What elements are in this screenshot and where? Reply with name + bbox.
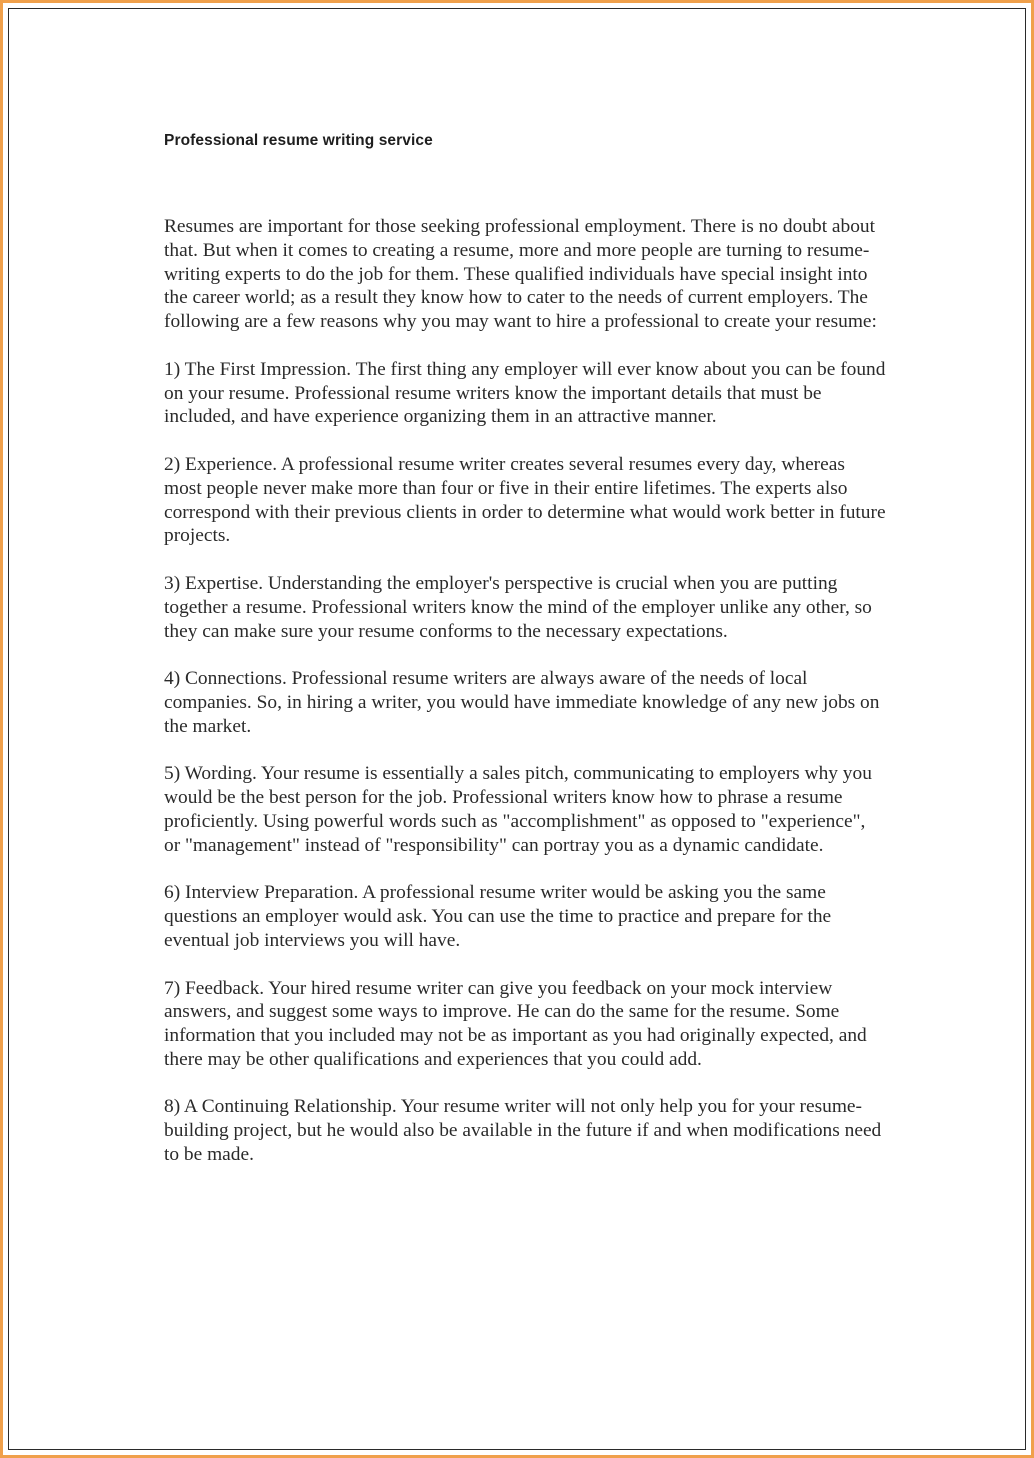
reason-paragraph-2: 2) Experience. A professional resume writer creates several resumes every day, whereas most people never make more than four or five in their entire lifetimes. The experts also correspond with their previous clients in order to determine what would work better in future projects. bbox=[164, 453, 886, 547]
document-body bbox=[164, 215, 886, 1191]
intro-paragraph: Resumes are important for those seeking professional employment. There is no doubt about that. But when it comes to creating a resume, more and more people are turning to resume-writing experts to do the job for them. These qualified individuals have special insight into the career world; as a result they know how to cater to the needs of current employers. The following are a few reasons why you may want to hire a professional to create your resume: bbox=[164, 216, 877, 333]
reason-paragraph-6: 6) Interview Preparation. A professional resume writer would be asking you the same questions an employer would ask. You can use the time to practice and prepare for the eventual job interviews you will have. bbox=[164, 882, 832, 951]
reason-paragraph-5: 5) Wording. Your resume is essentially a sales pitch, communicating to employers why you would be the best person for the job. Professional writers know how to phrase a resume proficiently. Using powerful words such as "accomplishment" as opposed to "experience", or "management" instead of "responsibility" can portray you as a dynamic candidate. bbox=[164, 763, 872, 856]
reason-paragraph-4: 4) Connections. Professional resume writers are always aware of the needs of local companies. So, in hiring a writer, you would have immediate knowledge of any new jobs on the market. bbox=[164, 668, 880, 737]
document-title: Professional resume writing service bbox=[164, 132, 433, 149]
reason-paragraph-7: 7) Feedback. Your hired resume writer can give you feedback on your mock interview answers, and suggest some ways to improve. He can do the same for the resume. Some information that you included may not be as important as you had originally expected, and there may be other qualifications and experiences that you could add. bbox=[164, 977, 867, 1070]
reason-paragraph-1: 1) The First Impression. The first thing any employer will ever know about you can be found on your resume. Professional resume writers know the important details that must be included, and have experience organizing them in an attractive manner. bbox=[164, 358, 886, 428]
reason-paragraph-8: 8) A Continuing Relationship. Your resume writer will not only help you for your resume-building project, but he would also be available in the future if and when modifications need to be made. bbox=[164, 1096, 882, 1166]
reason-paragraph-3: 3) Expertise. Understanding the employer's perspective is crucial when you are putting together a resume. Professional writers know the mind of the employer unlike any other, so they can make sure your resume conforms to the necessary expectations. bbox=[164, 572, 872, 642]
